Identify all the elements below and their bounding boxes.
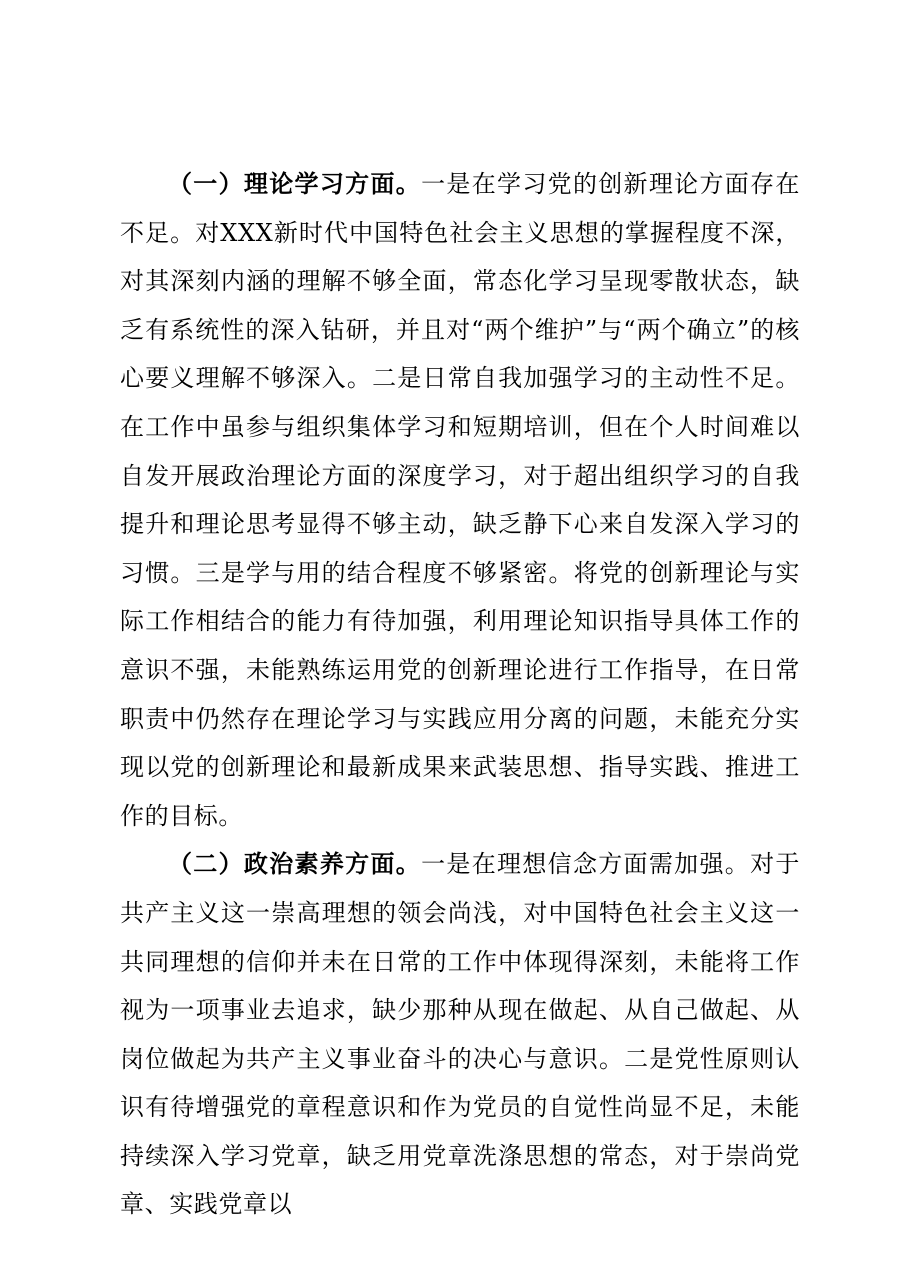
paragraph-text: 一是在学习党的创新理论方面存在不足。对XXX新时代中国特色社会主义思想的掌握程度不深，对其深刻内涵的理解不够全面，常态化学习呈现零散状态，缺乏有系统性的深入钻研，并且对“两个维护”与“两个确立”的核心要义理解不够深入。二是日常自我加强学习的主动性不足。在工作中虽参与组织集体学习和短期培训，但在个人时间难以自发开展政治理论方面的深度学习，对于超出组织学习的自我提升和理论思考显得不够主动，缺乏静下心来自发深入学习的习惯。三是学与用的结合程度不够紧密。将党的创新理论与实际工作相结合的能力有待加强，利用理论知识指导具体工作的意识不强，未能熟练运用党的创新理论进行工作指导，在日常职责中仍然存在理论学习与实践应用分离的问题，未能充分实现以党的创新理论和最新成果来武装思想、指导实践、推进工作的目标。 bbox=[120, 170, 801, 830]
paragraph-theory-study bbox=[120, 160, 800, 840]
section-heading-political-literacy: （二）政治素养方面。 bbox=[168, 850, 422, 879]
paragraph-political-literacy bbox=[120, 840, 800, 1229]
section-heading-theory-study: （一）理论学习方面。 bbox=[168, 170, 422, 198]
document-body bbox=[120, 160, 800, 1229]
paragraph-text: 一是在理想信念方面需加强。对于共产主义这一崇高理想的领会尚浅，对中国特色社会主义这一共同理想的信仰并未在日常的工作中体现得深刻，未能将工作视为一项事业去追求，缺少那种从现在做起、从自己做起、从岗位做起为共产主义事业奋斗的决心与意识。二是党性原则认识有待增强党的章程意识和作为党员的自觉性尚显不足，未能持续深入学习党章，缺乏用党章洗涤思想的常态，对于崇尚党章、实践党章以 bbox=[120, 850, 801, 1219]
